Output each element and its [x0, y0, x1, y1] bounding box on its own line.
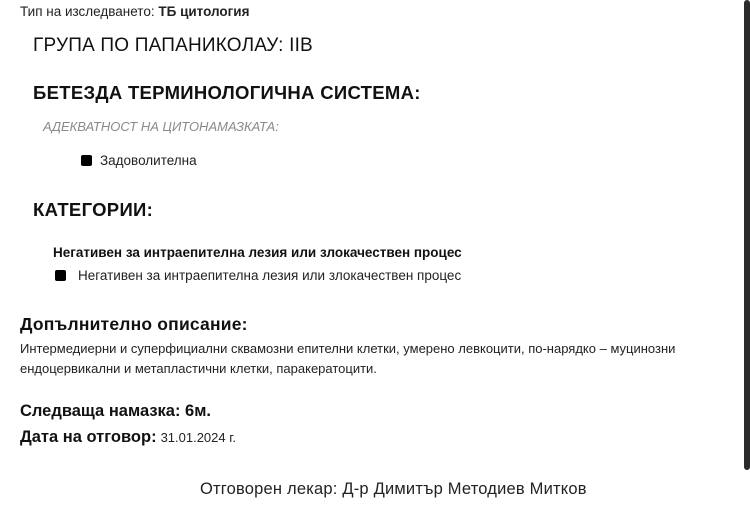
exam-type-label: Тип на изследването:	[20, 4, 155, 19]
adequacy-item	[81, 153, 197, 168]
answer-date-label: Дата на отговор:	[20, 428, 157, 446]
exam-type	[20, 4, 249, 19]
category-item	[55, 268, 461, 283]
exam-type-value: ТБ цитология	[158, 4, 250, 19]
answer-date	[20, 428, 236, 447]
answer-date-value: 31.01.2024 г.	[160, 430, 237, 445]
next-smear: Следваща намазка: 6м.	[20, 402, 212, 420]
scrollbar[interactable]	[744, 0, 750, 470]
category-item-label: Негативен за интраепителна лезия или злокачествен процес	[78, 268, 462, 283]
category-heading: Негативен за интраепителна лезия или злокачествен процес	[53, 245, 462, 260]
description-title: Допълнително описание:	[20, 314, 248, 334]
bethesda-title: БЕТЕЗДА ТЕРМИНОЛОГИЧНА СИСТЕМА:	[33, 82, 421, 103]
pap-group: ГРУПА ПО ПАПАНИКОЛАУ: IIB	[33, 35, 313, 56]
adequacy-value: Задоволителна	[100, 153, 197, 168]
square-bullet-icon	[81, 155, 92, 166]
adequacy-label: АДЕКВАТНОСТ НА ЦИТОНАМАЗКАТА:	[43, 119, 279, 134]
description-text: Интермедиерни и суперфициални сквамозни епителни клетки, умерено левкоцити, по-нарядко – муцинозни ендоцервикални и метапластични клетки, паракератоцити.	[20, 341, 676, 376]
square-bullet-icon	[55, 270, 66, 281]
responsible-doctor: Отговорен лекар: Д-р Димитър Методиев Митков	[200, 480, 587, 498]
categories-title: КАТЕГОРИИ:	[33, 199, 154, 220]
